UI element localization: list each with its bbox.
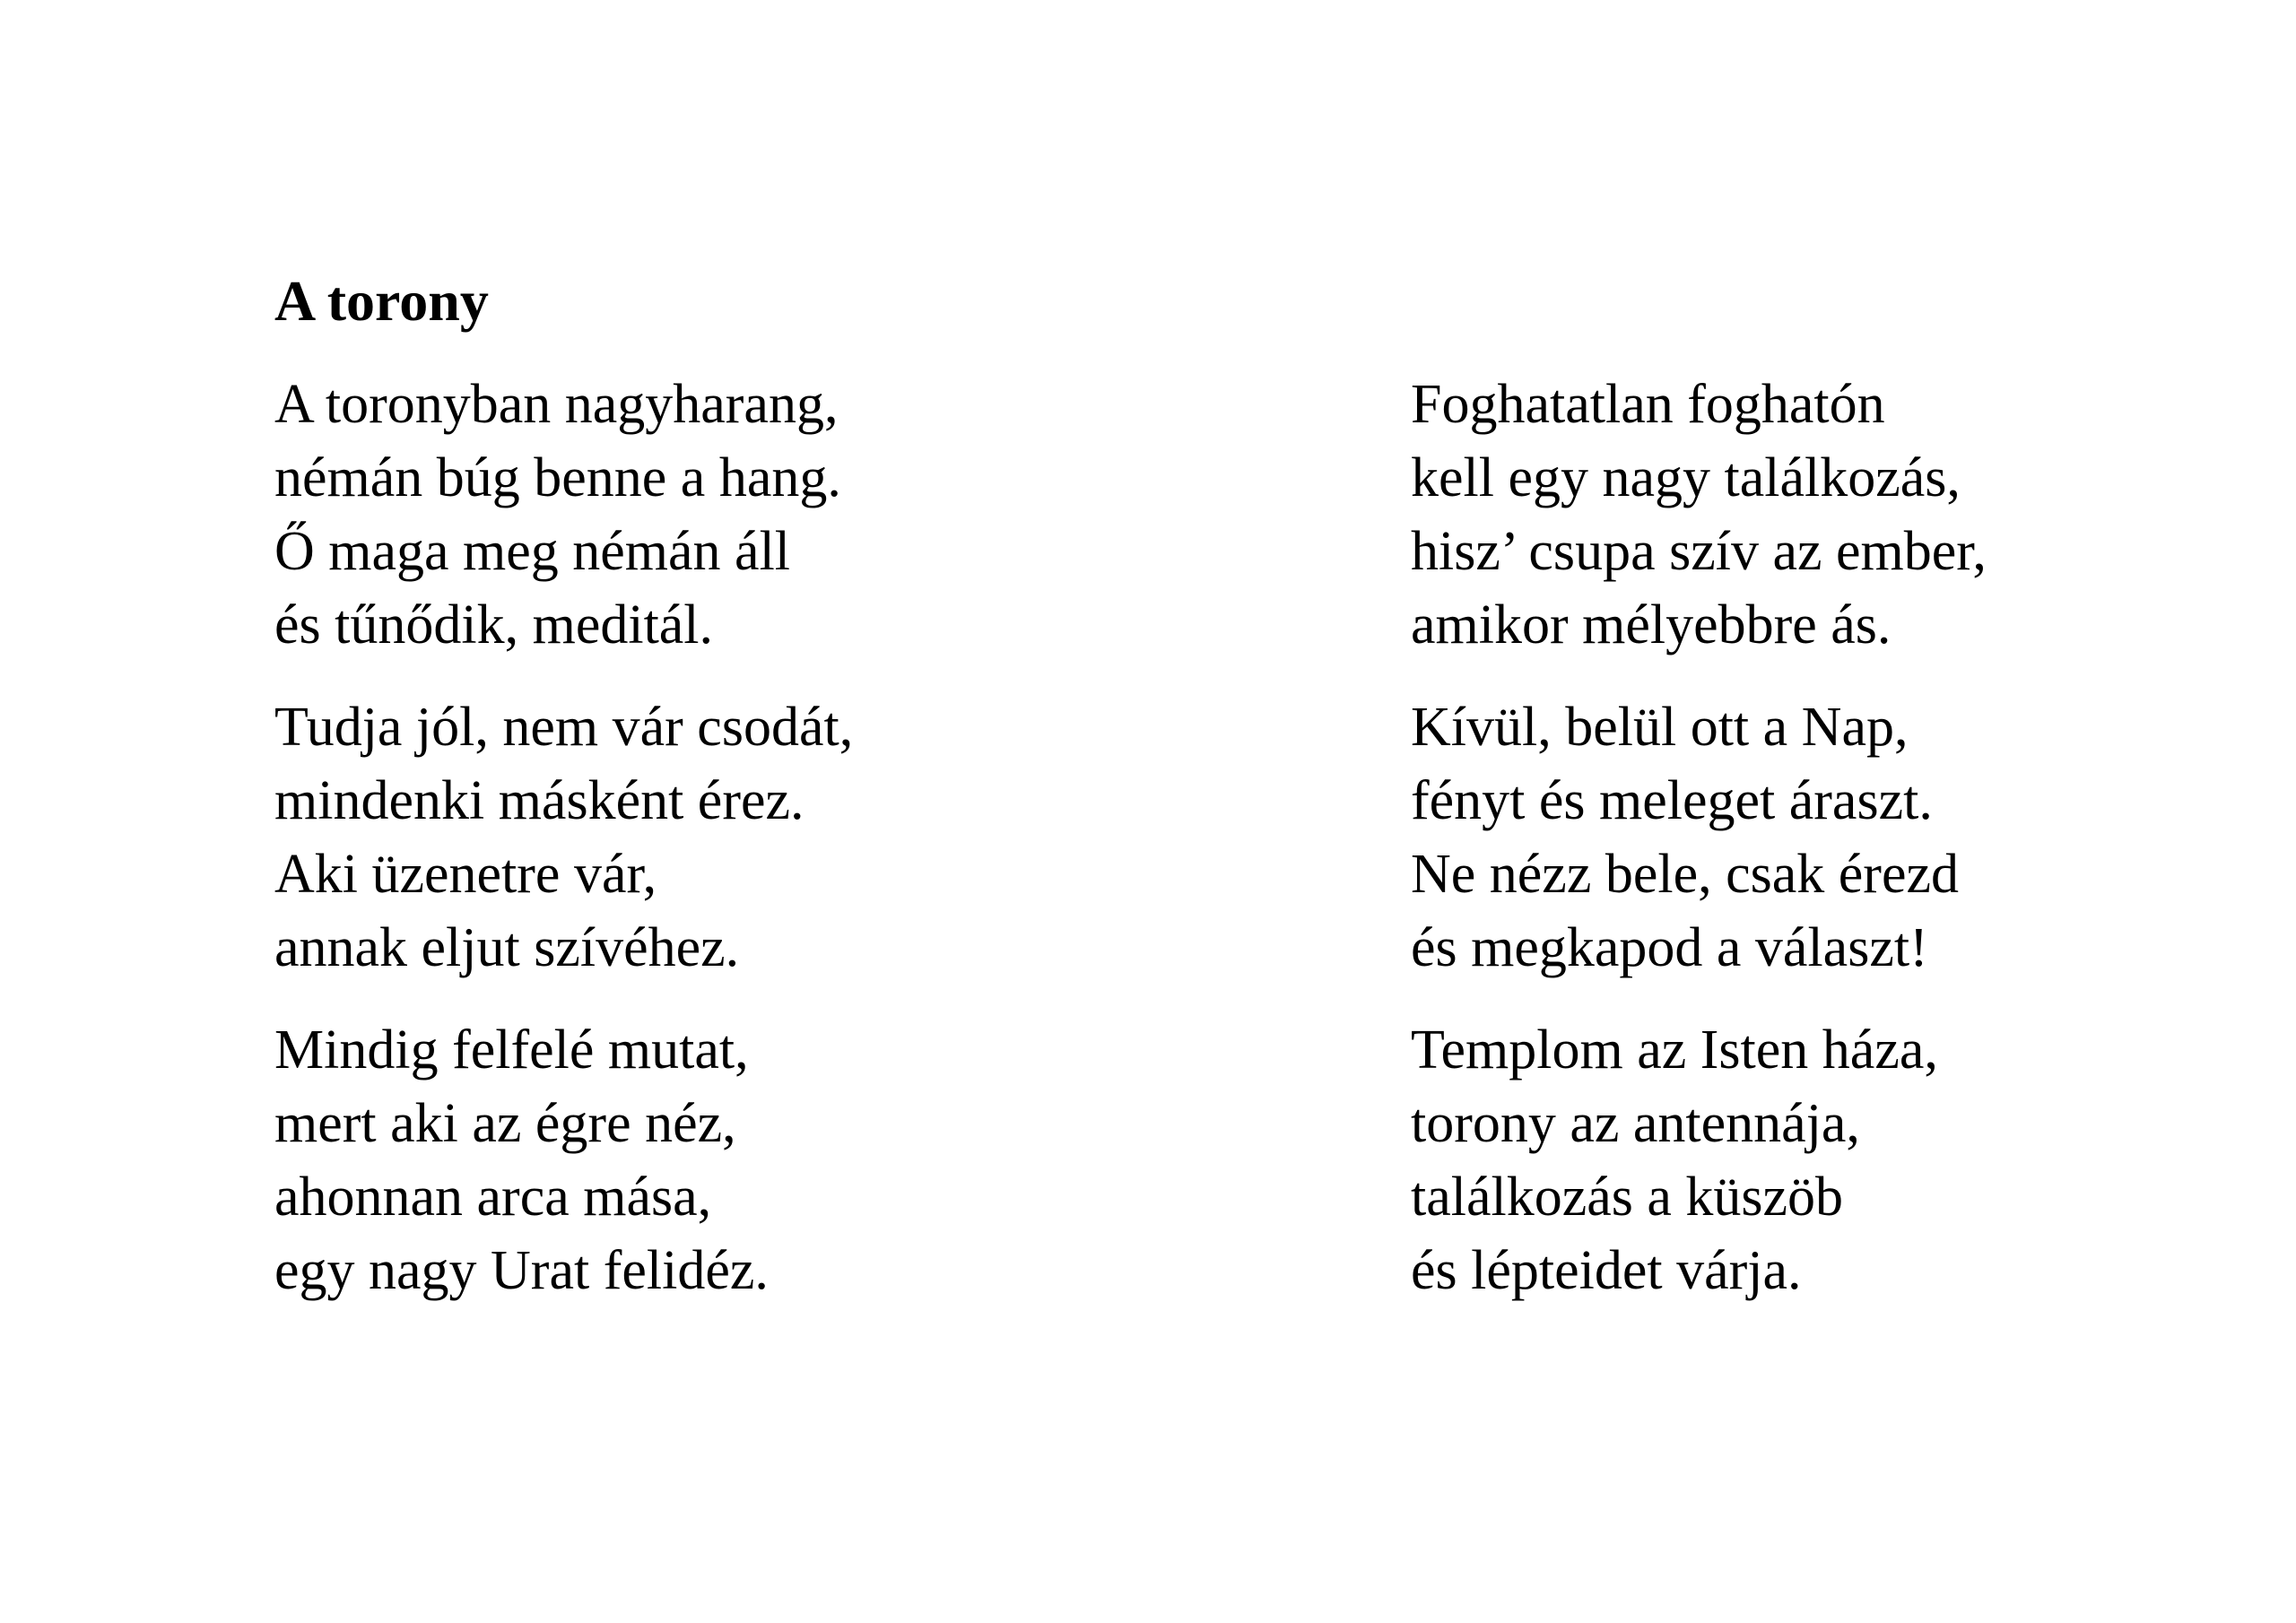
poem-line: Kívül, belül ott a Nap, bbox=[1411, 697, 1909, 758]
stanza-5 bbox=[1411, 690, 2296, 985]
poem-line: ahonnan arca mása, bbox=[274, 1167, 712, 1228]
stanza-3 bbox=[274, 1013, 1171, 1307]
poem-line: Mindig felfelé mutat, bbox=[274, 1020, 749, 1081]
poem-line: egy nagy Urat felidéz. bbox=[274, 1240, 769, 1301]
poem-line: mindenki másként érez. bbox=[274, 770, 804, 831]
poem-line: fényt és meleget áraszt. bbox=[1411, 770, 1933, 831]
poem-line: Templom az Isten háza, bbox=[1411, 1020, 1938, 1081]
stanza-2 bbox=[274, 690, 1171, 985]
poem-line: Tudja jól, nem vár csodát, bbox=[274, 697, 854, 758]
poem-line: Foghatatlan foghatón bbox=[1411, 374, 1885, 435]
poem-line: kell egy nagy találkozás, bbox=[1411, 447, 1961, 508]
poem-line: és megkapod a választ! bbox=[1411, 917, 1928, 978]
stanza-4 bbox=[1411, 368, 2296, 662]
poem-line: némán búg benne a hang. bbox=[274, 447, 841, 508]
poem-line: annak eljut szívéhez. bbox=[274, 917, 740, 978]
poem-title: A torony bbox=[274, 269, 489, 333]
stanza-1 bbox=[274, 368, 1171, 662]
stanza-6 bbox=[1411, 1013, 2296, 1307]
poem-line: mert aki az égre néz, bbox=[274, 1093, 736, 1154]
poem-line: A toronyban nagyharang, bbox=[274, 374, 839, 435]
poem-left-column bbox=[274, 368, 1171, 1336]
poem-line: torony az antennája, bbox=[1411, 1093, 1860, 1154]
poem-line: amikor mélyebbre ás. bbox=[1411, 595, 1892, 655]
poem-line: hisz’ csupa szív az ember, bbox=[1411, 521, 1987, 582]
poem-line: Ne nézz bele, csak érezd bbox=[1411, 844, 1959, 905]
poem-line: találkozás a küszöb bbox=[1411, 1167, 1844, 1228]
poem-line: és lépteidet várja. bbox=[1411, 1240, 1802, 1301]
poem-line: Aki üzenetre vár, bbox=[274, 844, 657, 905]
poem-line: Ő maga meg némán áll bbox=[274, 521, 791, 582]
poem-right-column bbox=[1411, 368, 2296, 1336]
poem-line: és tűnődik, meditál. bbox=[274, 595, 714, 655]
